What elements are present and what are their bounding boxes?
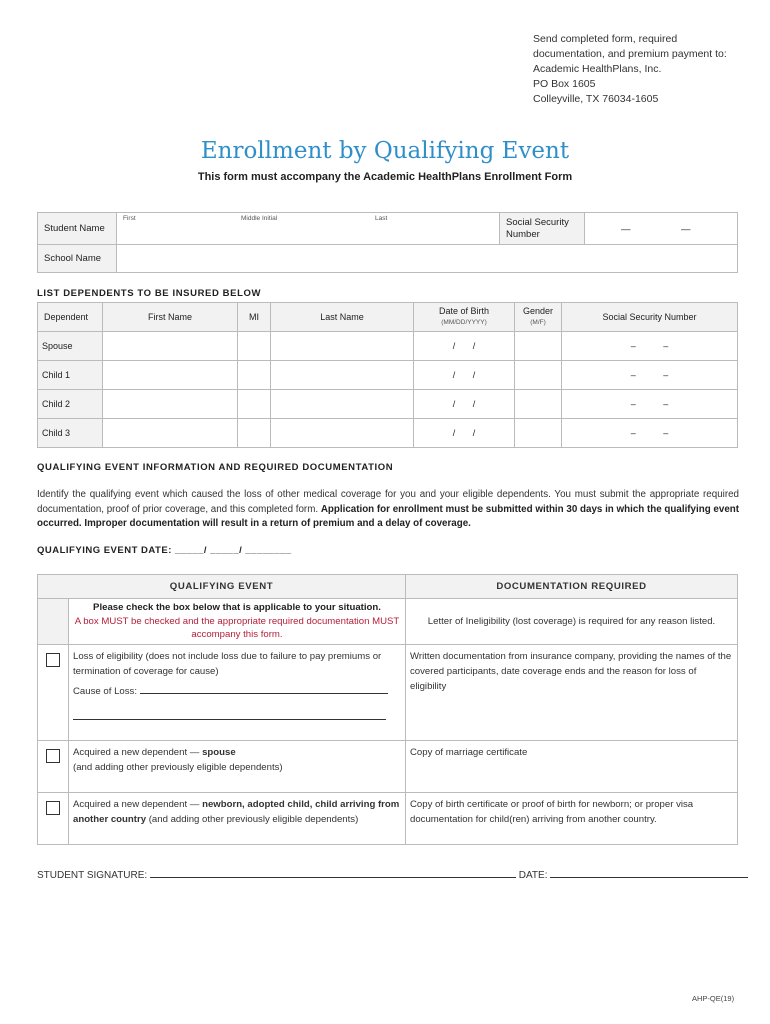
cause-of-loss-row — [73, 684, 401, 699]
ssn-dash: – — [630, 428, 636, 438]
student-signature-label: STUDENT SIGNATURE: — [37, 870, 148, 881]
date-sep: / — [452, 399, 456, 409]
gender-format: (M/F) — [530, 319, 546, 326]
ssn-dash: – — [663, 341, 669, 351]
date-label: DATE: — [518, 870, 548, 881]
ssn-dash: – — [663, 370, 669, 380]
form-code: AHP-QE(19) — [692, 994, 735, 1003]
new-child-checkbox[interactable] — [46, 801, 60, 815]
date-sep: / — [472, 399, 476, 409]
date-sep: / — [472, 341, 476, 351]
checkbox-cell — [38, 793, 69, 845]
school-name-field[interactable] — [117, 245, 738, 273]
event-text-note: (and adding other previously eligible dependents) — [73, 762, 283, 773]
gender-cell[interactable] — [515, 332, 562, 361]
last-name-cell[interactable] — [271, 361, 414, 390]
event-text: Acquired a new dependent — — [73, 799, 203, 810]
date-sep: / — [472, 370, 476, 380]
instruction-warning: A box MUST be checked and the appropriate required documentation MUST accompany this form. — [74, 615, 400, 641]
dependents-heading: LIST DEPENDENTS TO BE INSURED BELOW — [37, 288, 262, 299]
table-row — [38, 361, 738, 390]
instruction-text: Please check the box below that is applicable to your situation. — [93, 602, 381, 614]
event-cell — [69, 741, 406, 793]
last-label: Last — [375, 215, 388, 222]
first-name-cell[interactable] — [103, 419, 238, 448]
qualifying-event-table — [37, 574, 738, 845]
cause-of-loss-field-2[interactable] — [73, 719, 386, 720]
address-line: documentation, and premium payment to: — [533, 48, 727, 60]
ssn-label: Social Security Number — [500, 213, 585, 245]
ssn-dash: – — [663, 399, 669, 409]
docs-cell: Copy of birth certificate or proof of birth for newborn; or proper visa documentation for child(ren) arriving from another country. — [406, 793, 738, 845]
dependents-table — [37, 302, 738, 448]
date-sep: / — [452, 341, 456, 351]
instructions-bold: Application for enrollment must be submitted within 30 days in which the qualifying event occurred. Improper documentation will result in a return of premium and a delay of coverage. — [37, 503, 740, 529]
checkbox-cell — [38, 645, 69, 741]
docs-cell: Copy of marriage certificate — [406, 741, 738, 793]
gender-cell[interactable] — [515, 419, 562, 448]
first-name-cell[interactable] — [103, 332, 238, 361]
ssn-cell[interactable] — [562, 419, 738, 448]
row-label: Child 2 — [38, 390, 103, 419]
instructions-paragraph — [37, 488, 739, 532]
instruction-cell — [69, 599, 406, 645]
dob-label: Date of Birth — [438, 306, 490, 316]
event-cell — [69, 793, 406, 845]
ssn-dash: – — [630, 370, 636, 380]
dob-format: (MM/DD/YYYY) — [441, 319, 487, 326]
table-row — [38, 332, 738, 361]
mi-cell[interactable] — [238, 419, 271, 448]
col-mi: MI — [238, 303, 271, 332]
cause-of-loss-label: Cause of Loss: — [73, 686, 137, 697]
table-row — [38, 419, 738, 448]
ssn-cell[interactable] — [562, 361, 738, 390]
col-last-name: Last Name — [271, 303, 414, 332]
row-label: Child 3 — [38, 419, 103, 448]
ineligibility-note: Letter of Ineligibility (lost coverage) is required for any reason listed. — [406, 599, 738, 645]
mailing-address — [533, 32, 727, 107]
table-row — [38, 793, 738, 845]
student-signature-field[interactable] — [150, 877, 516, 878]
qualifying-info-heading: QUALIFYING EVENT INFORMATION AND REQUIRED DOCUMENTATION — [37, 462, 394, 473]
col-gender — [515, 303, 562, 332]
col-documentation: DOCUMENTATION REQUIRED — [406, 575, 738, 599]
date-field[interactable] — [550, 877, 748, 878]
checkbox-cell — [38, 741, 69, 793]
last-name-cell[interactable] — [271, 390, 414, 419]
student-info-table — [37, 212, 738, 273]
event-cell — [69, 645, 406, 741]
dob-cell[interactable] — [414, 390, 515, 419]
mi-cell[interactable] — [238, 390, 271, 419]
date-sep: / — [452, 428, 456, 438]
student-name-label: Student Name — [38, 213, 117, 245]
row-label: Spouse — [38, 332, 103, 361]
ssn-dash: – — [630, 399, 636, 409]
dob-cell[interactable] — [414, 419, 515, 448]
address-line: PO Box 1605 — [533, 78, 596, 90]
row-label: Child 1 — [38, 361, 103, 390]
first-label: First — [123, 215, 136, 222]
mi-cell[interactable] — [238, 361, 271, 390]
last-name-cell[interactable] — [271, 332, 414, 361]
date-sep: / — [472, 428, 476, 438]
qualifying-event-date[interactable]: QUALIFYING EVENT DATE: _____/ _____/ ________ — [37, 545, 292, 556]
docs-cell: Written documentation from insurance company, providing the names of the covered participants, date coverage ends and the reason for loss of eligibility — [406, 645, 738, 741]
col-first-name: First Name — [103, 303, 238, 332]
table-row — [38, 390, 738, 419]
student-name-field[interactable] — [117, 213, 500, 245]
address-line: Academic HealthPlans, Inc. — [533, 63, 662, 75]
mi-cell[interactable] — [238, 332, 271, 361]
dob-cell[interactable] — [414, 361, 515, 390]
signature-row — [37, 870, 748, 881]
cause-of-loss-line-2 — [73, 710, 401, 725]
instructions-text: Identify the qualifying event which caused the loss of other medical coverage for you and your eligible dependents. You must submit the appropriate required documentation, proof of prior coverage, and this completed form. — [37, 489, 739, 515]
address-line: Send completed form, required — [533, 33, 678, 45]
gender-label: Gender — [522, 306, 554, 316]
event-text-bold: spouse — [202, 747, 236, 758]
ssn-cell[interactable] — [562, 390, 738, 419]
ssn-dash: – — [630, 341, 636, 351]
gender-cell[interactable] — [515, 390, 562, 419]
table-row — [38, 645, 738, 741]
col-qualifying-event: QUALIFYING EVENT — [38, 575, 406, 599]
dob-cell[interactable] — [414, 332, 515, 361]
page-title: Enrollment by Qualifying Event — [200, 138, 570, 164]
middle-initial-label: Middle Initial — [241, 215, 278, 222]
ssn-cell[interactable] — [562, 332, 738, 361]
school-name-label: School Name — [38, 245, 117, 273]
date-sep: / — [452, 370, 456, 380]
event-text: Loss of eligibility (does not include loss due to failure to pay premiums or termination of coverage for cause) — [73, 651, 382, 677]
new-spouse-checkbox[interactable] — [46, 749, 60, 763]
first-name-cell[interactable] — [103, 390, 238, 419]
ssn-dash: – — [663, 428, 669, 438]
gender-cell[interactable] — [515, 361, 562, 390]
last-name-cell[interactable] — [271, 419, 414, 448]
event-text-note: (and adding other previously eligible dependents) — [146, 814, 359, 825]
address-line: Colleyville, TX 76034-1605 — [533, 93, 659, 105]
ssn-dash: — — [621, 224, 631, 235]
col-ssn: Social Security Number — [562, 303, 738, 332]
event-text-bold: newborn, adopted child, child arriving from another country — [73, 799, 400, 825]
table-row — [38, 741, 738, 793]
col-dependent: Dependent — [38, 303, 103, 332]
cause-of-loss-field[interactable] — [140, 693, 388, 694]
loss-of-eligibility-checkbox[interactable] — [46, 653, 60, 667]
first-name-cell[interactable] — [103, 361, 238, 390]
page-subtitle: This form must accompany the Academic HealthPlans Enrollment Form — [197, 171, 573, 183]
col-date-of-birth — [414, 303, 515, 332]
ssn-dash: — — [681, 224, 691, 235]
ssn-field[interactable] — [585, 213, 738, 245]
event-text: Acquired a new dependent — — [73, 747, 203, 758]
